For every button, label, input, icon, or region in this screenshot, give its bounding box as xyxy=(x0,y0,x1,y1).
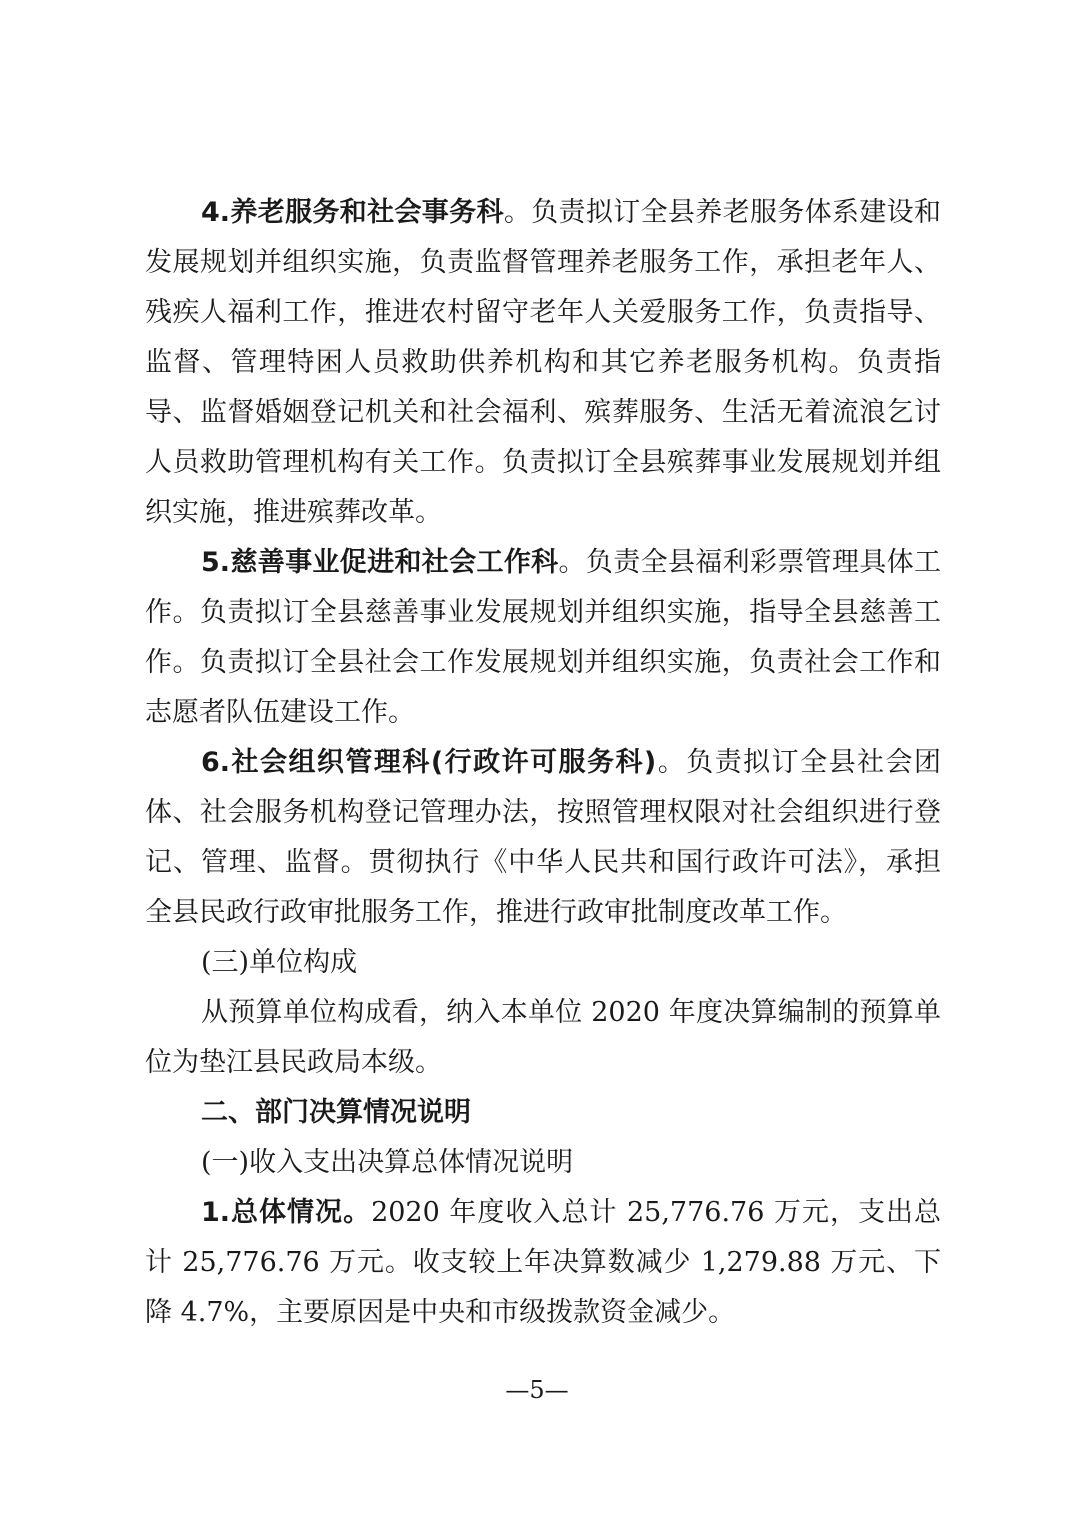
paragraph-body: 。负责拟订全县社会团体、社会服务机构登记管理办法，按照管理权限对社会组织进行登记、管理、监督。贯彻执行《中华人民共和国行政许可法》，承担全县民政行政审批服务工作，推进行政审批制度改革工作。 xyxy=(145,747,941,928)
section-heading-final-accounts: 二、部门决算情况说明 xyxy=(201,1097,471,1128)
paragraph-body: 。负责全县福利彩票管理具体工作。负责拟订全县慈善事业发展规划并组织实施，指导全县慈善工作。负责拟订全县社会工作发展规划并组织实施，负责社会工作和志愿者队伍建设工作。 xyxy=(145,547,942,728)
paragraph-body: 2020 年度收入总计 25,776.76 万元，支出总计 25,776.76 万元。收支较上年决算数减少 1,279.88 万元、下降 4.7%，主要原因是中央和市级拨款资金减少。 xyxy=(145,1197,942,1328)
paragraph-elderly-services xyxy=(145,188,941,538)
document-page xyxy=(145,188,941,1338)
paragraph-unit-composition: 从预算单位构成看，纳入本单位 2020 年度决算编制的预算单位为垫江县民政局本级。 xyxy=(145,997,941,1078)
paragraph-title: 1.总体情况。 xyxy=(201,1197,372,1228)
paragraph-overall xyxy=(145,1188,941,1338)
paragraph-charity xyxy=(145,538,941,738)
paragraph-body: 。负责拟订全县养老服务体系建设和发展规划并组织实施，负责监督管理养老服务工作，承担老年人、残疾人福利工作，推进农村留守老年人关爱服务工作，负责指导、监督、管理特困人员救助供养机构和其它养老服务机构。负责指导、监督婚姻登记机关和社会福利、殡葬服务、生活无着流浪乞讨人员救助管理机构有关工作。负责拟订全县殡葬事业发展规划并组织实施，推进殡葬改革。 xyxy=(145,197,942,528)
page-number: —5— xyxy=(505,1376,569,1404)
subheading-unit-composition: (三)单位构成 xyxy=(201,947,358,978)
paragraph-title: 5.慈善事业促进和社会工作科 xyxy=(201,547,559,578)
subheading-income-expenditure: (一)收入支出决算总体情况说明 xyxy=(201,1147,574,1178)
paragraph-social-org xyxy=(145,738,941,938)
paragraph-title: 4.养老服务和社会事务科 xyxy=(201,197,504,228)
paragraph-title: 6.社会组织管理科(行政许可服务科) xyxy=(201,747,657,778)
